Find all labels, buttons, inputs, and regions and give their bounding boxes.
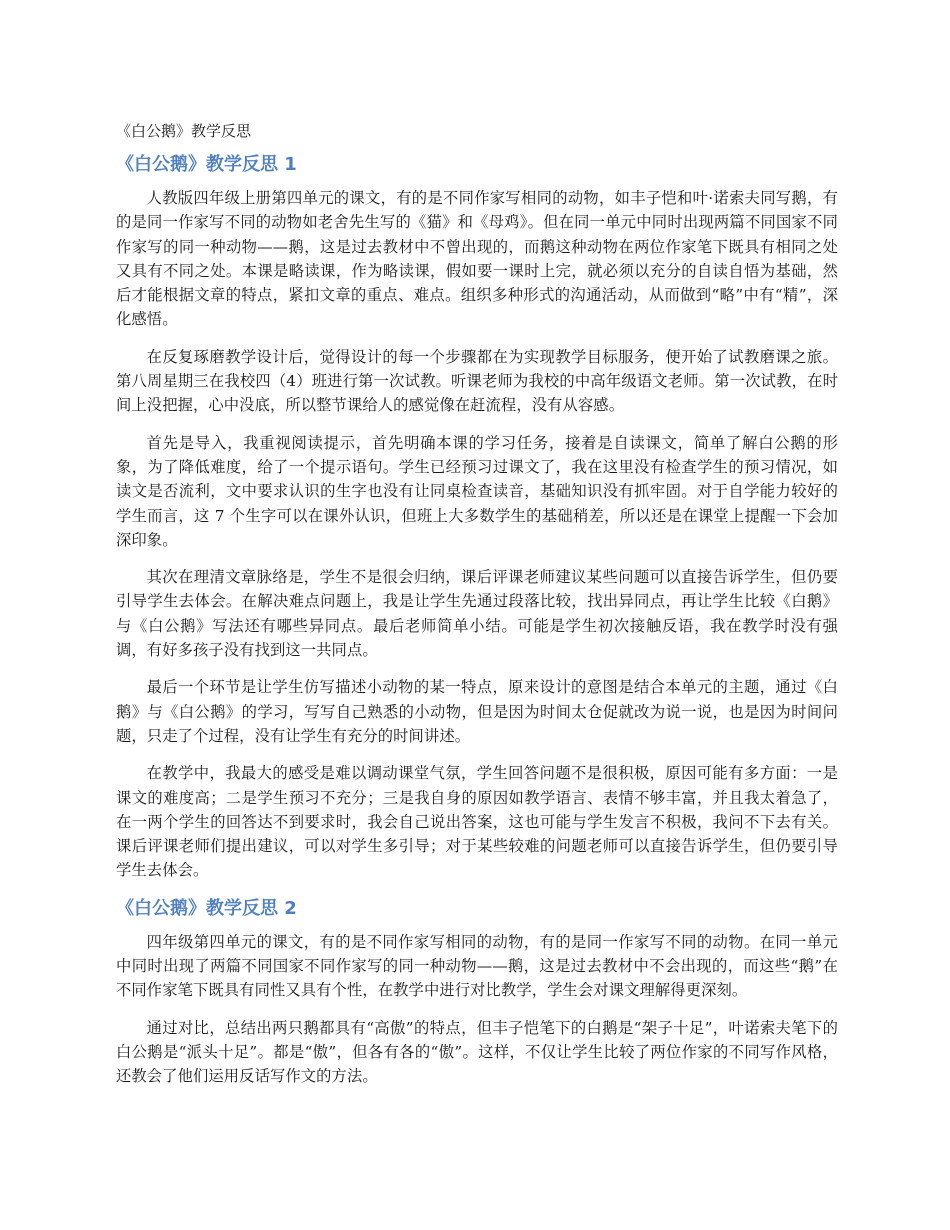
section-1 xyxy=(116,152,838,883)
paragraph: 通过对比，总结出两只鹅都具有“高傲”的特点，但丰子恺笔下的白鹅是“架子十足”，叶诺索夫笔下的白公鹅是“派头十足”。都是“傲”，但各有各的“傲”。这样，不仅让学生比较了两位作家的不同写作风格，还教会了他们运用反话写作文的方法。 xyxy=(116,1018,838,1086)
section-heading: 《白公鹅》教学反思 2 xyxy=(116,897,297,919)
document-page xyxy=(116,120,838,1102)
section-heading: 《白公鹅》教学反思 1 xyxy=(116,154,297,175)
paragraph: 最后一个环节是让学生仿写描述小动物的某一特点，原来设计的意图是结合本单元的主题，通过《白鹅》与《白公鹅》的学习，写写自己熟悉的小动物，但是因为时间太仓促就改为说一说，也是因为时间问题，只走了个过程，没有让学生有充分的时间讲述。 xyxy=(116,678,838,745)
paragraph: 其次在理清文章脉络是，学生不是很会归纳，课后评课老师建议某些问题可以直接告诉学生，但仍要引导学生去体会。在解决难点问题上，我是让学生先通过段落比较，找出异同点，再让学生比较《白鹅》与《白公鹅》写法还有哪些异同点。最后老师简单小结。可能是学生初次接触反语，我在教学时没有强调，有好多孩子没有找到这一共同点。 xyxy=(116,568,838,660)
paragraph: 人教版四年级上册第四单元的课文，有的是不同作家写相同的动物，如丰子恺和叶·诺索夫同写鹅，有的是同一作家写不同的动物如老舍先生写的《猫》和《母鸡》。但在同一单元中同时出现两篇不同国家不同作家写的同一种动物——鹅，这是过去教材中不曾出现的，而鹅这种动物在两位作家笔下既具有相同之处又具有不同之处。本课是略读课，作为略读课，假如要一课时上完，就必须以充分的自读自悟为基础，然后才能根据文章的特点，紧扣文章的重点、难点。组织多种形式的沟通活动，从而做到“略”中有“精”，深化感悟。 xyxy=(116,189,838,329)
paragraph: 首先是导入，我重视阅读提示，首先明确本课的学习任务，接着是自读课文，简单了解白公鹅的形象，为了降低难度，给了一个提示语句。学生已经预习过课文了，我在这里没有检查学生的预习情况，如读文是否流利，文中要求认识的生字也没有让同桌检查读音，基础知识没有抓牢固。对于自学能力较好的学生而言，这 7 个生字可以在课外认识，但班上大多数学生的基础稍差，所以还是在课堂上提醒一下会加深印象。 xyxy=(116,433,838,549)
paragraph: 四年级第四单元的课文，有的是不同作家写相同的动物，有的是同一作家写不同的动物。在同一单元中同时出现了两篇不同国家不同作家写的同一种动物——鹅，这是过去教材中不会出现的，而这些“鹅”在不同作家笔下既具有同性又具有个性，在教学中进行对比教学，学生会对课文理解得更深刻。 xyxy=(116,932,838,1000)
section-2 xyxy=(116,896,838,1089)
paragraph: 在教学中，我最大的感受是难以调动课堂气氛，学生回答问题不是很积极，原因可能有多方面：一是课文的难度高；二是学生预习不充分；三是我自身的原因如教学语言、表情不够丰富，并且我太着急了，在一两个学生的回答达不到要求时，我会自己说出答案，这也可能与学生发言不积极，我问不下去有关。课后评课老师们提出建议，可以对学生多引导；对于某些较难的问题老师可以直接告诉学生，但仍要引导学生去体会。 xyxy=(116,764,838,880)
paragraph: 在反复琢磨教学设计后，觉得设计的每一个步骤都在为实现教学目标服务，便开始了试教磨课之旅。第八周星期三在我校四（4）班进行第一次试教。听课老师为我校的中高年级语文老师。第一次试教，在时间上没把握，心中没底，所以整节课给人的感觉像在赶流程，没有从容感。 xyxy=(116,347,838,415)
document-title: 《白公鹅》教学反思 xyxy=(116,122,252,140)
